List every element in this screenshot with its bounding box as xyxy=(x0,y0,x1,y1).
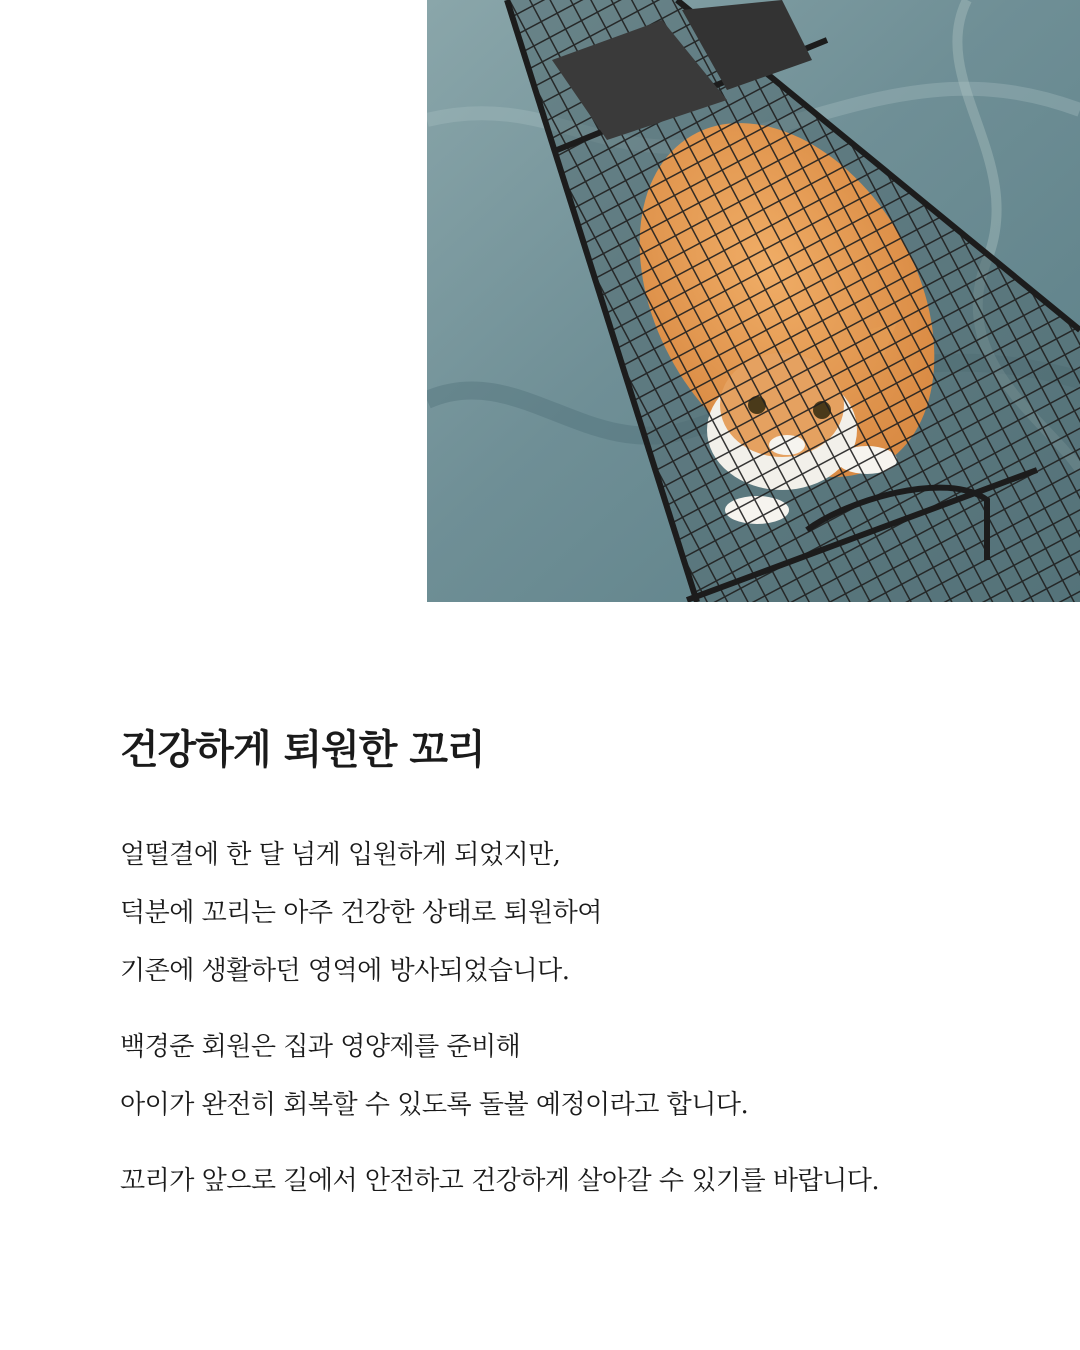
text-line: 덕분에 꼬리는 아주 건강한 상태로 퇴원하여 xyxy=(120,898,602,928)
paragraph xyxy=(120,826,1020,1000)
text-line: 꼬리가 앞으로 길에서 안전하고 건강하게 살아갈 수 있기를 바랍니다. xyxy=(120,1166,880,1196)
text-line: 아이가 완전히 회복할 수 있도록 돌볼 예정이라고 합니다. xyxy=(120,1090,749,1120)
paragraph xyxy=(120,1152,1020,1210)
paragraph xyxy=(120,1018,1020,1134)
cat-in-cage-illustration xyxy=(427,0,1080,602)
text-line: 백경준 회원은 집과 영양제를 준비해 xyxy=(120,1032,521,1062)
text-line: 기존에 생활하던 영역에 방사되었습니다. xyxy=(120,956,570,986)
text-line: 얼떨결에 한 달 넘게 입원하게 되었지만, xyxy=(120,840,561,870)
article-body xyxy=(120,826,1020,1210)
cat-in-cage-photo xyxy=(427,0,1080,602)
article-title: 건강하게 퇴원한 꼬리 xyxy=(120,726,485,773)
